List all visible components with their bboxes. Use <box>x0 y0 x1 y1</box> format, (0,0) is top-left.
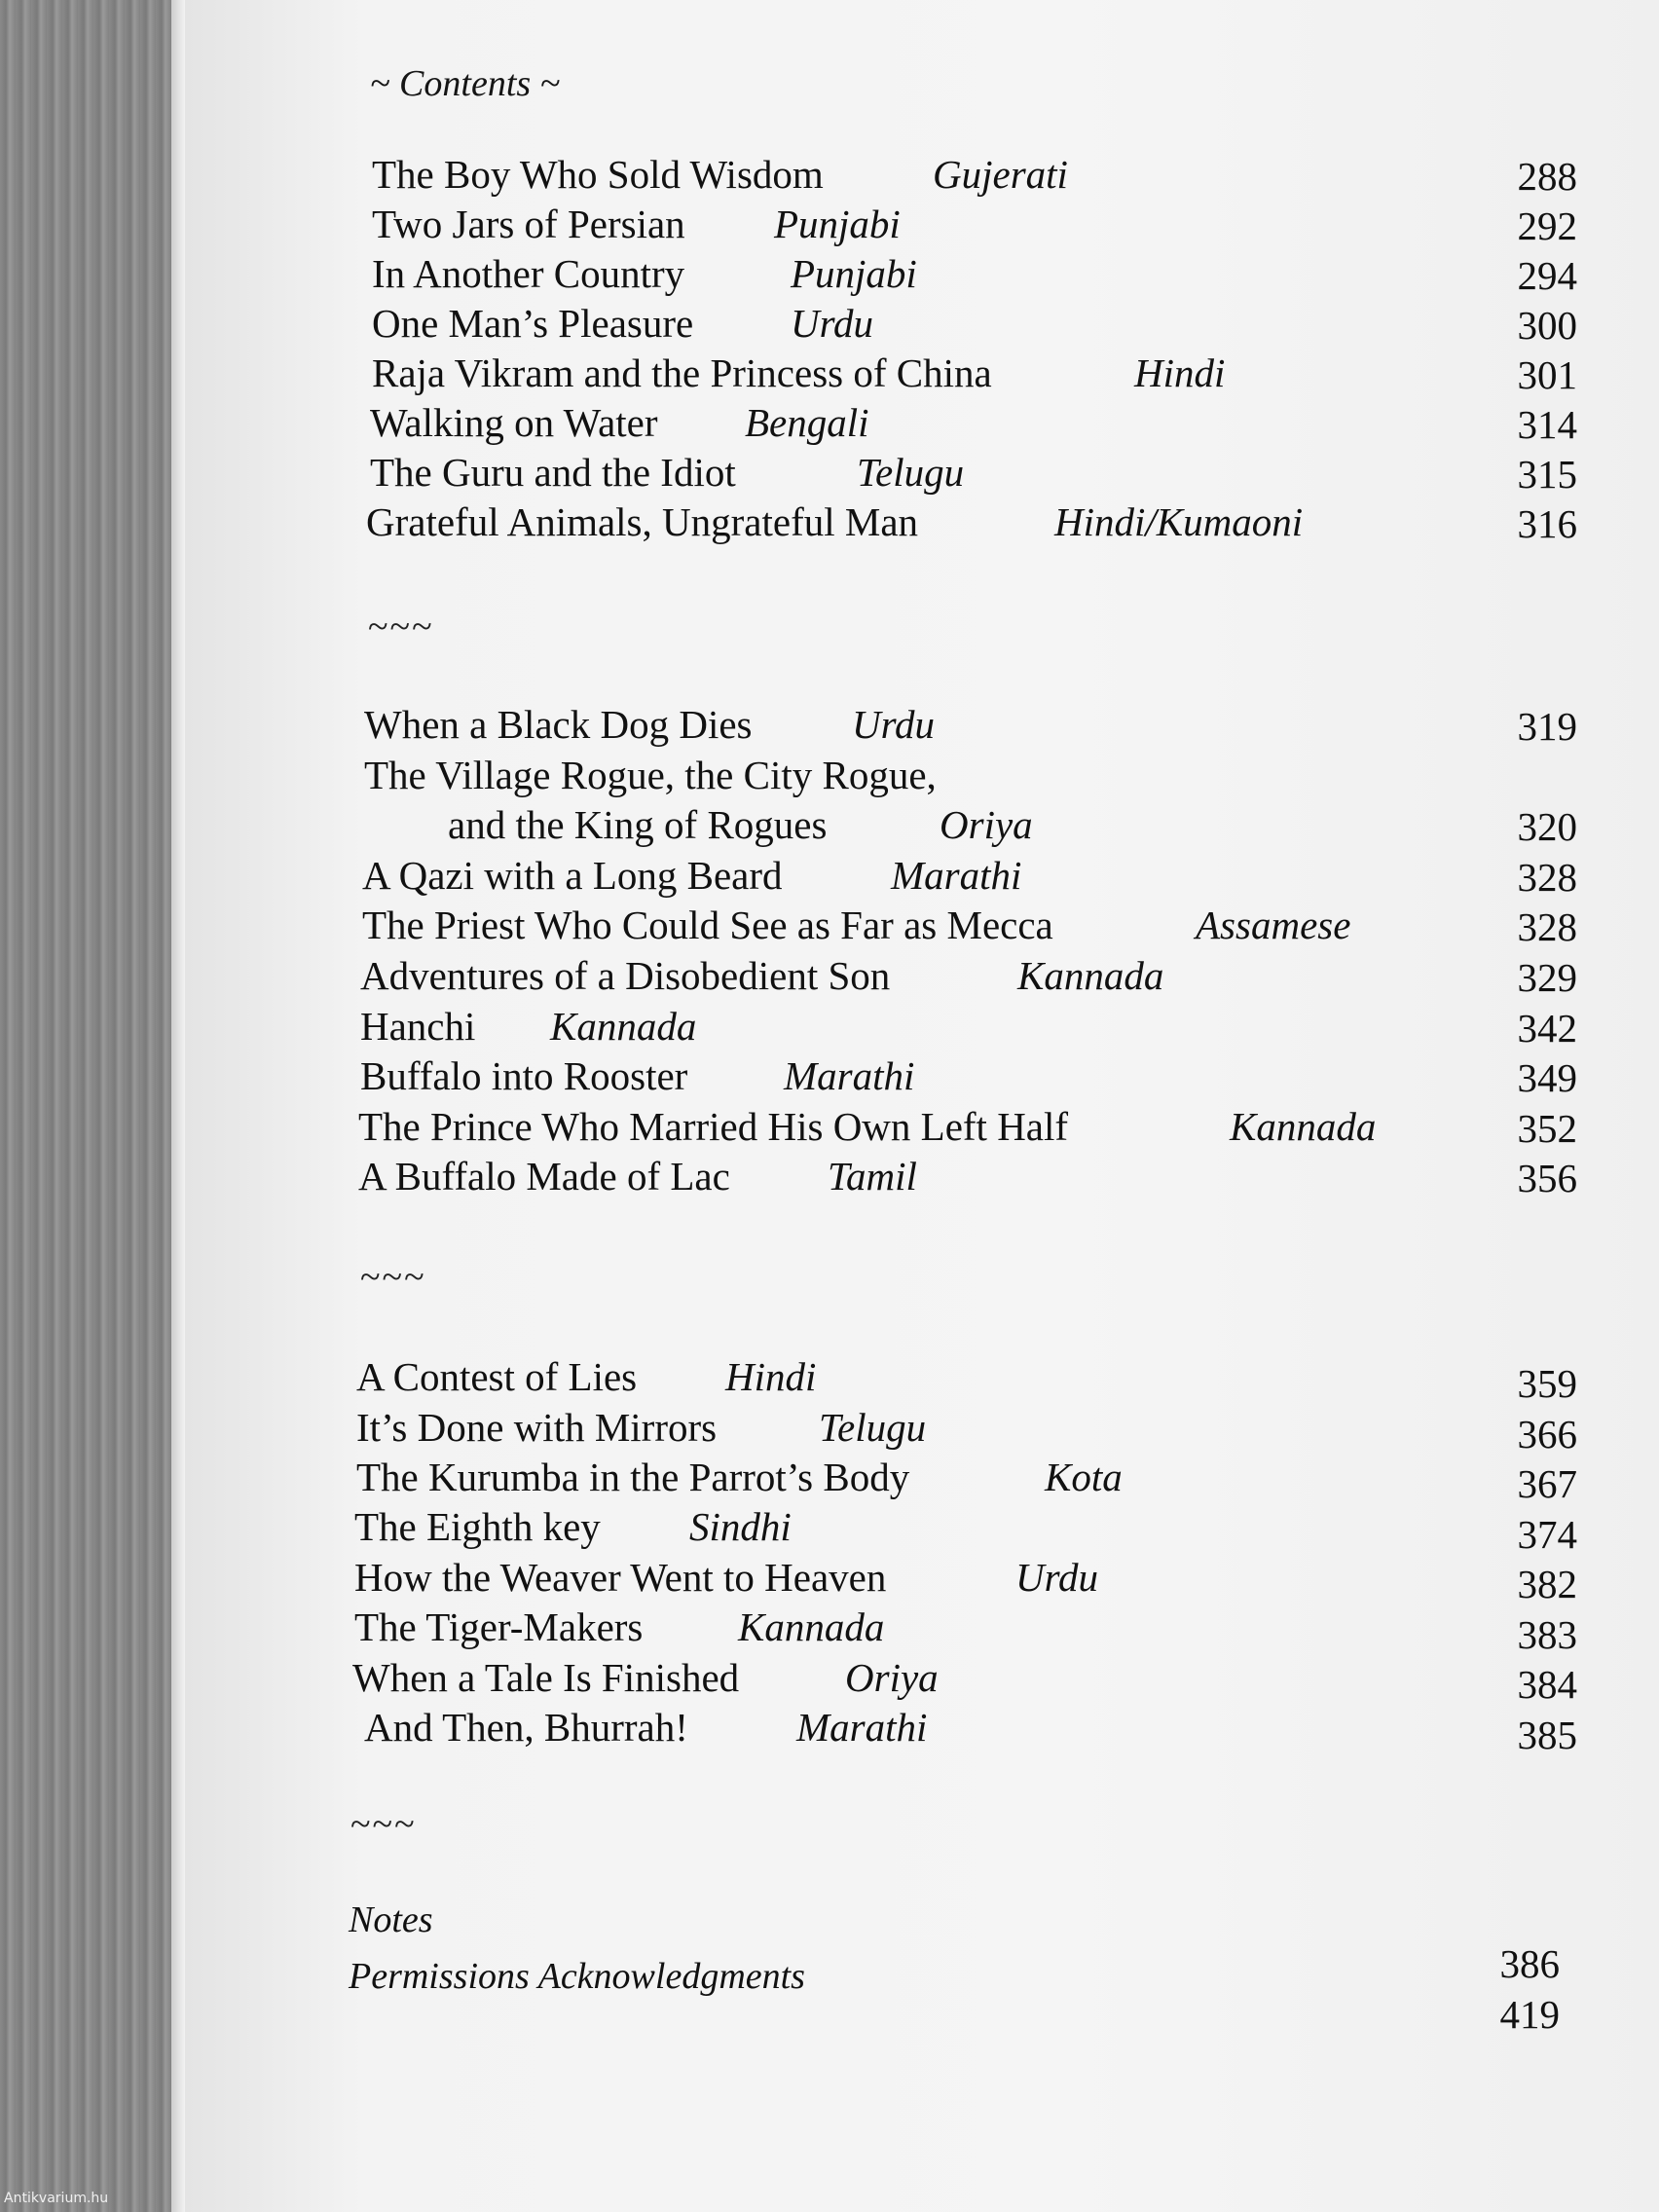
page-edge <box>171 0 185 2212</box>
watermark: Antikvarium.hu <box>4 2191 109 2206</box>
entry-page-number: 329 <box>1517 955 1577 1000</box>
entry-title: How the Weaver Went to Heaven <box>354 1555 887 1600</box>
entry-page-number: 366 <box>1517 1412 1577 1456</box>
contents-heading: ~ Contents ~ <box>370 63 561 104</box>
entry-title: A Contest of Lies <box>356 1354 638 1399</box>
entry-page-number: 352 <box>1517 1106 1577 1151</box>
entry-page-number: 316 <box>1517 501 1577 546</box>
entry-language: Telugu <box>857 450 965 495</box>
permissions-label: Permissions Acknowledgments <box>349 1956 805 1997</box>
entry-page-number: 367 <box>1517 1461 1577 1506</box>
entry-language: Kannada <box>550 1004 697 1049</box>
entry-language: Telugu <box>819 1405 927 1450</box>
entry-title: Walking on Water <box>370 400 658 445</box>
entry-page-number: 349 <box>1517 1055 1577 1100</box>
entry-language: Oriya <box>940 802 1033 847</box>
entry-page-number: 294 <box>1517 253 1577 298</box>
section-separator: ~~~ <box>350 1804 417 1845</box>
section-separator: ~~~ <box>368 607 434 647</box>
entry-title: The Tiger-Makers <box>354 1604 644 1649</box>
entry-language: Hindi <box>1134 350 1226 395</box>
entry-page-number: 314 <box>1517 402 1577 447</box>
entry-title: In Another Country <box>372 251 685 296</box>
entry-title: A Qazi with a Long Beard <box>362 853 783 898</box>
entry-title: It’s Done with Mirrors <box>356 1405 718 1450</box>
entry-language: Hindi/Kumaoni <box>1054 499 1304 544</box>
entry-title: Buffalo into Rooster <box>360 1053 688 1098</box>
entry-page-number: 315 <box>1517 452 1577 497</box>
entry-title: Two Jars of Persian <box>372 202 685 246</box>
entry-language: Marathi <box>796 1705 928 1750</box>
book-gutter <box>0 0 175 2212</box>
entry-language: Hindi <box>725 1354 817 1399</box>
entry-language: Kannada <box>738 1604 885 1649</box>
entry-title: And Then, Bhurrah! <box>364 1705 688 1750</box>
entry-title: Hanchi <box>360 1004 476 1049</box>
entry-page-number: 328 <box>1517 904 1577 949</box>
entry-language: Assamese <box>1196 903 1351 947</box>
entry-title: One Man’s Pleasure <box>372 301 694 346</box>
entry-title: The Boy Who Sold Wisdom <box>372 152 824 197</box>
entry-title: When a Black Dog Dies <box>364 702 753 747</box>
entry-language: Marathi <box>784 1053 915 1098</box>
entry-page-number: 319 <box>1517 704 1577 749</box>
entry-language: Kota <box>1045 1455 1123 1499</box>
entry-page-number: 359 <box>1517 1361 1577 1406</box>
entry-title: The Village Rogue, the City Rogue, <box>364 753 937 797</box>
entry-page-number: 383 <box>1517 1612 1577 1657</box>
entry-page-number: 384 <box>1517 1662 1577 1707</box>
entry-page-number: 356 <box>1517 1156 1577 1200</box>
entry-page-number: 374 <box>1517 1512 1577 1557</box>
entry-title: The Priest Who Could See as Far as Mecca <box>362 903 1053 947</box>
entry-page-number: 301 <box>1517 352 1577 397</box>
entry-page-number: 328 <box>1517 855 1577 900</box>
entry-language: Urdu <box>1015 1555 1099 1600</box>
entry-language: Sindhi <box>689 1504 792 1549</box>
entry-page-number: 320 <box>1517 804 1577 849</box>
entry-title: When a Tale Is Finished <box>352 1655 740 1700</box>
entry-language: Marathi <box>891 853 1022 898</box>
entry-page-number: 300 <box>1517 303 1577 348</box>
entry-title: A Buffalo Made of Lac <box>358 1154 730 1198</box>
entry-title: The Guru and the Idiot <box>370 450 736 495</box>
entry-title: and the King of Rogues <box>448 802 828 847</box>
entry-page-number: 288 <box>1517 154 1577 199</box>
notes-label: Notes <box>349 1899 433 1940</box>
entry-page-number: 342 <box>1517 1006 1577 1051</box>
entry-title: The Kurumba in the Parrot’s Body <box>356 1455 910 1499</box>
entry-page-number: 382 <box>1517 1562 1577 1606</box>
entry-title: Grateful Animals, Ungrateful Man <box>366 499 919 544</box>
entry-page-number: 385 <box>1517 1713 1577 1757</box>
entry-language: Urdu <box>791 301 874 346</box>
entry-language: Punjabi <box>791 251 917 296</box>
entry-language: Tamil <box>828 1154 917 1198</box>
entry-title: Adventures of a Disobedient Son <box>360 953 891 998</box>
notes-page-number: 386 <box>1499 1941 1560 1986</box>
entry-language: Urdu <box>852 702 936 747</box>
permissions-page-number: 419 <box>1499 1992 1560 2037</box>
entry-language: Punjabi <box>774 202 901 246</box>
entry-title: Raja Vikram and the Princess of China <box>372 350 992 395</box>
entry-title: The Eighth key <box>354 1504 601 1549</box>
entry-language: Gujerati <box>933 152 1068 197</box>
entry-language: Kannada <box>1230 1104 1377 1149</box>
entry-page-number: 292 <box>1517 203 1577 248</box>
entry-language: Oriya <box>845 1655 939 1700</box>
entry-language: Kannada <box>1017 953 1164 998</box>
entry-language: Bengali <box>745 400 869 445</box>
entry-title: The Prince Who Married His Own Left Half <box>358 1104 1069 1149</box>
section-separator: ~~~ <box>360 1257 426 1298</box>
